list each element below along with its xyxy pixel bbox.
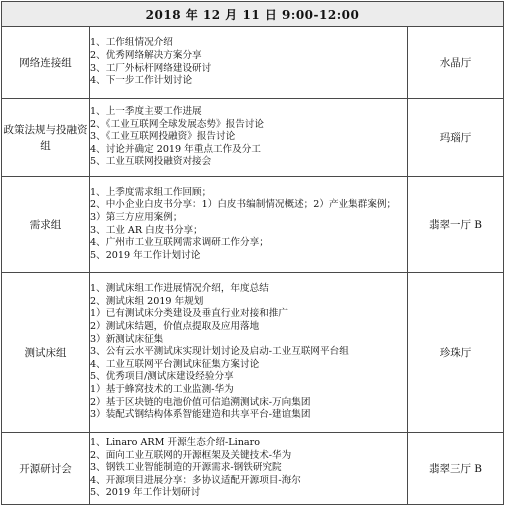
table-row xyxy=(2,273,504,433)
room-name: 翡翠一厅 B xyxy=(408,177,504,273)
group-name: 需求组 xyxy=(2,177,90,273)
agenda-items xyxy=(90,27,408,99)
group-name: 政策法规与投融资组 xyxy=(2,99,90,177)
agenda-item: 2）测试床结题，价值点提取及应用落地 xyxy=(90,321,260,333)
agenda-item: 2、测试床组 2019 年规划 xyxy=(90,295,204,307)
agenda-item: 3、工厂外标杆网络建设研讨 xyxy=(90,62,212,74)
agenda-item: 3、钢铁工业智能制造的开源需求-钢铁研究院 xyxy=(90,462,282,474)
table-row xyxy=(2,433,504,505)
schedule-table xyxy=(1,1,504,505)
agenda-item: 3）装配式钢结构体系智能建造和共享平台-建谊集团 xyxy=(90,409,311,421)
room-name: 水晶厅 xyxy=(408,27,504,99)
agenda-item: 2、优秀网络解决方案分享 xyxy=(90,49,202,61)
agenda-item: 1）基于蜂窝技术的工业监测-华为 xyxy=(90,383,234,395)
room-name: 翡翠三厅 B xyxy=(408,433,504,505)
agenda-item: 4、工业互联网平台测试床征集方案讨论 xyxy=(90,358,260,370)
agenda-item: 5、工业互联网投融资对接会 xyxy=(90,156,212,168)
agenda-item: 4、讨论并确定 2019 年重点工作及分工 xyxy=(90,143,261,155)
agenda-items xyxy=(90,99,408,177)
agenda-item: 4、广州市工业互联网需求调研工作分享； xyxy=(90,237,269,249)
agenda-item: 1）已有测试床分类建设及垂直行业对接和推广 xyxy=(90,308,288,320)
agenda-item: 1、测试床组工作进展情况介绍，年度总结 xyxy=(90,283,269,295)
agenda-item: 2）基于区块链的电池价值可信追溯测试床-万向集团 xyxy=(90,396,311,408)
agenda-item: 4、下一步工作计划讨论 xyxy=(90,75,193,87)
room-name: 珍珠厅 xyxy=(408,273,504,433)
agenda-item: 1、Linaro ARM 开源生态介绍-Linaro xyxy=(90,437,260,449)
agenda-items xyxy=(90,433,408,505)
table-row xyxy=(2,27,504,99)
agenda-item: 5、2019 年工作计划讨论 xyxy=(90,249,201,261)
header-row xyxy=(2,2,504,27)
table-row xyxy=(2,99,504,177)
agenda-item: 2、《工业互联网全球发展态势》报告讨论 xyxy=(90,118,264,130)
schedule-date-header: 2018 年 12 月 11 日 9:00-12:00 xyxy=(2,2,504,27)
agenda-item: 2、面向工业互联网的开源框架及关键技术-华为 xyxy=(90,449,292,461)
agenda-item: 1、上季度需求组工作回顾； xyxy=(90,186,212,198)
agenda-item: 3、工业 AR 白皮书分享； xyxy=(90,224,203,236)
schedule-sheet xyxy=(1,1,503,503)
agenda-item: 5、2019 年工作计划研讨 xyxy=(90,487,201,499)
room-name: 玛瑙厅 xyxy=(408,99,504,177)
group-name: 测试床组 xyxy=(2,273,90,433)
agenda-item: 1、工作组情况介绍 xyxy=(90,37,173,49)
agenda-item: 3、公有云水平测试床实现计划讨论及启动-工业互联网平台组 xyxy=(90,346,349,358)
agenda-item: 3）新测试床征集 xyxy=(90,333,164,345)
table-row xyxy=(2,177,504,273)
agenda-item: 1、上一季度主要工作进展 xyxy=(90,106,202,118)
agenda-item: 5、优秀项目/测试床建设经验分享 xyxy=(90,371,234,383)
group-name: 网络连接组 xyxy=(2,27,90,99)
agenda-item: 2、中小企业白皮书分享：1）白皮书编制情况概述；2）产业集群案例；3）第三方应用案例； xyxy=(90,199,397,223)
agenda-items xyxy=(90,177,408,273)
group-name: 开源研讨会 xyxy=(2,433,90,505)
agenda-items xyxy=(90,273,408,433)
agenda-item: 4、开源项目进展分享：多协议适配开源项目-海尔 xyxy=(90,474,301,486)
agenda-item: 3、《工业互联网投融资》报告讨论 xyxy=(90,131,236,143)
